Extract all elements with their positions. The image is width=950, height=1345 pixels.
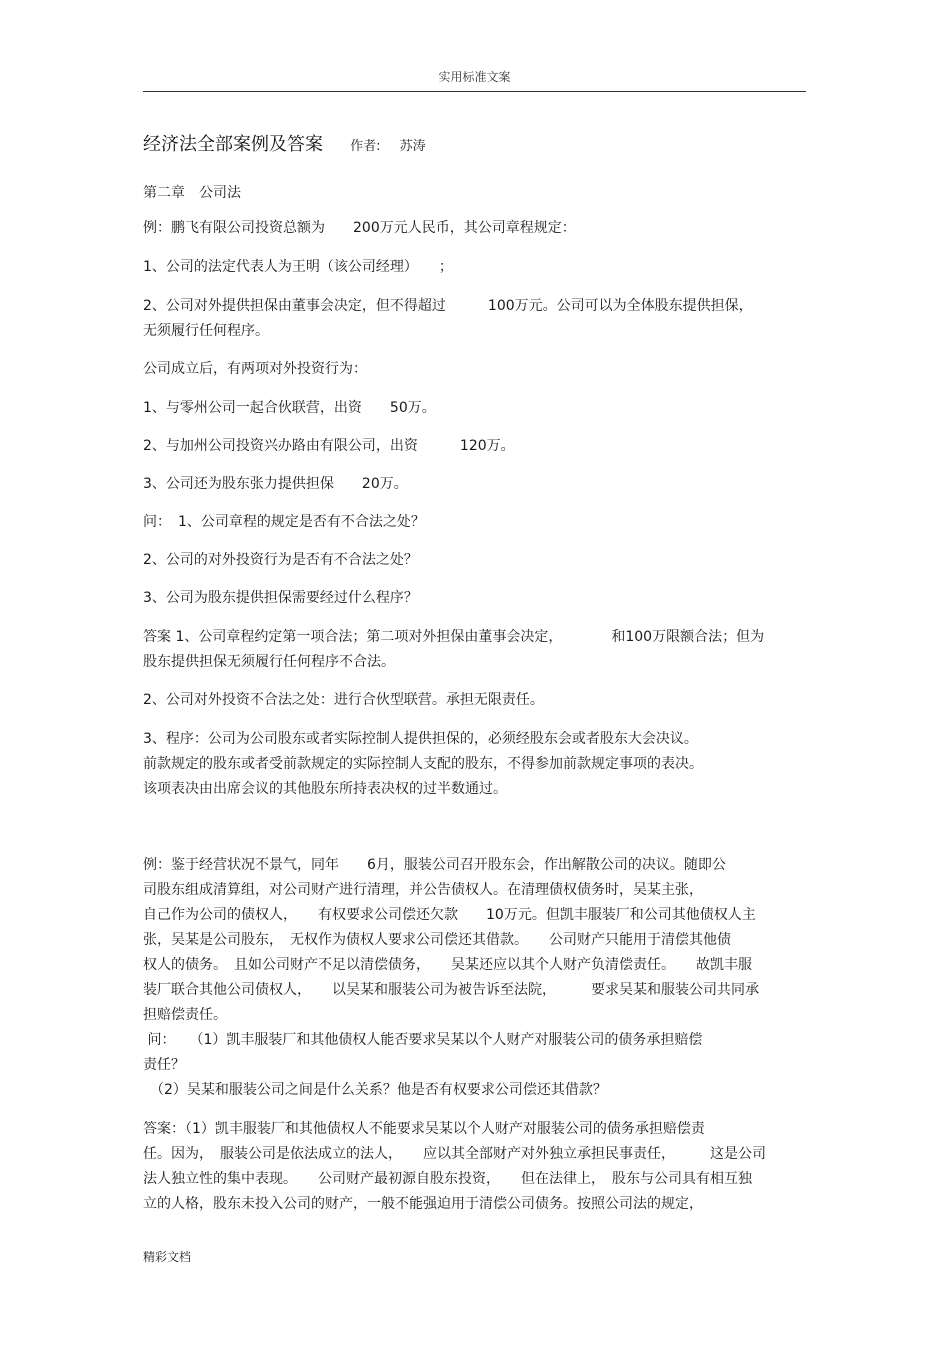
text-line: 法人独立性的集中表现。 公司财产最初源自股东投资， 但在法律上， 股东与公司具有相互独 (143, 1171, 752, 1187)
text-line: 2、公司对外提供担保由董事会决定，但不得超过 100万元。公司可以为全体股东提供担保， (143, 298, 753, 314)
text-line: 无须履行任何程序。 (143, 323, 269, 339)
header-divider (143, 91, 806, 92)
text-line: 前款规定的股东或者受前款规定的实际控制人支配的股东，不得参加前款规定事项的表决。 (143, 756, 703, 772)
text-line: 3、公司为股东提供担保需要经过什么程序？ (143, 590, 418, 606)
text-line: 2、公司的对外投资行为是否有不合法之处？ (143, 552, 418, 568)
text-line: 责任？ (143, 1057, 185, 1073)
text-line: 答案：（1）凯丰服装厂和其他债权人不能要求吴某以个人财产对服装公司的债务承担赔偿责 (143, 1121, 705, 1137)
text-line: 1、公司的法定代表人为王明（该公司经理） ； (143, 259, 453, 275)
text-line: 问： 1、公司章程的规定是否有不合法之处？ (143, 514, 425, 530)
text-line: 担赔偿责任。 (143, 1007, 227, 1023)
text-line: 自己作为公司的债权人， 有权要求公司偿还欠款 10万元。但凯丰服装厂和公司其他债权人主 (143, 907, 756, 923)
text-line: 答案 1、公司章程约定第一项合法；第二项对外担保由董事会决定， 和100万限额合法；但为 (143, 629, 765, 645)
text-line: 该项表决由出席会议的其他股东所持表决权的过半数通过。 (143, 781, 507, 797)
author-name: 苏涛 (399, 139, 426, 154)
text-line: 立的人格，股东未投入公司的财产，一般不能强迫用于清偿公司债务。按照公司法的规定， (143, 1196, 703, 1212)
document-title: 经济法全部案例及答案 (143, 134, 323, 155)
text-line: 2、公司对外投资不合法之处：进行合伙型联营。承担无限责任。 (143, 692, 544, 708)
title-row (143, 130, 426, 156)
text-line: 张，吴某是公司股东， 无权作为债权人要求公司偿还其借款。 公司财产只能用于清偿其他债 (143, 932, 731, 948)
text-line: 权人的债务。 且如公司财产不足以清偿债务， 吴某还应以其个人财产负清偿责任。 故凯丰服 (143, 957, 752, 973)
text-line: 3、程序：公司为公司股东或者实际控制人提供担保的，必须经股东会或者股东大会决议。 (143, 731, 698, 747)
text-line: 2、与加州公司投资兴办路由有限公司，出资 120万。 (143, 438, 515, 454)
text-line: 1、与零州公司一起合伙联营，出资 50万。 (143, 400, 436, 416)
text-line: 任。因为， 服装公司是依法成立的法人， 应以其全部财产对外独立承担民事责任， 这是公司 (143, 1146, 766, 1162)
text-line: 股东提供担保无须履行任何程序不合法。 (143, 654, 395, 670)
author-label: 作者: (350, 139, 381, 154)
page-header: 实用标准文案 (438, 70, 511, 84)
page-footer: 精彩文档 (143, 1250, 192, 1264)
text-line: 例：鹏飞有限公司投资总额为 200万元人民币，其公司章程规定： (143, 220, 576, 236)
text-line: 司股东组成清算组，对公司财产进行清理，并公告债权人。在清理债权债务时，吴某主张， (143, 882, 703, 898)
text-line: （2）吴某和服装公司之间是什么关系？他是否有权要求公司偿还其借款？ (143, 1082, 607, 1098)
text-line: 装厂联合其他公司债权人， 以吴某和服装公司为被告诉至法院， 要求吴某和服装公司共同承 (143, 982, 759, 998)
text-line: 公司成立后，有两项对外投资行为： (143, 361, 367, 377)
chapter-heading: 第二章 公司法 (143, 185, 241, 201)
text-line: 3、公司还为股东张力提供担保 20万。 (143, 476, 408, 492)
text-line: 问： （1）凯丰服装厂和其他债权人能否要求吴某以个人财产对服装公司的债务承担赔偿 (143, 1032, 703, 1048)
text-line: 例：鉴于经营状况不景气，同年 6月，服装公司召开股东会，作出解散公司的决议。随即公 (143, 857, 726, 873)
